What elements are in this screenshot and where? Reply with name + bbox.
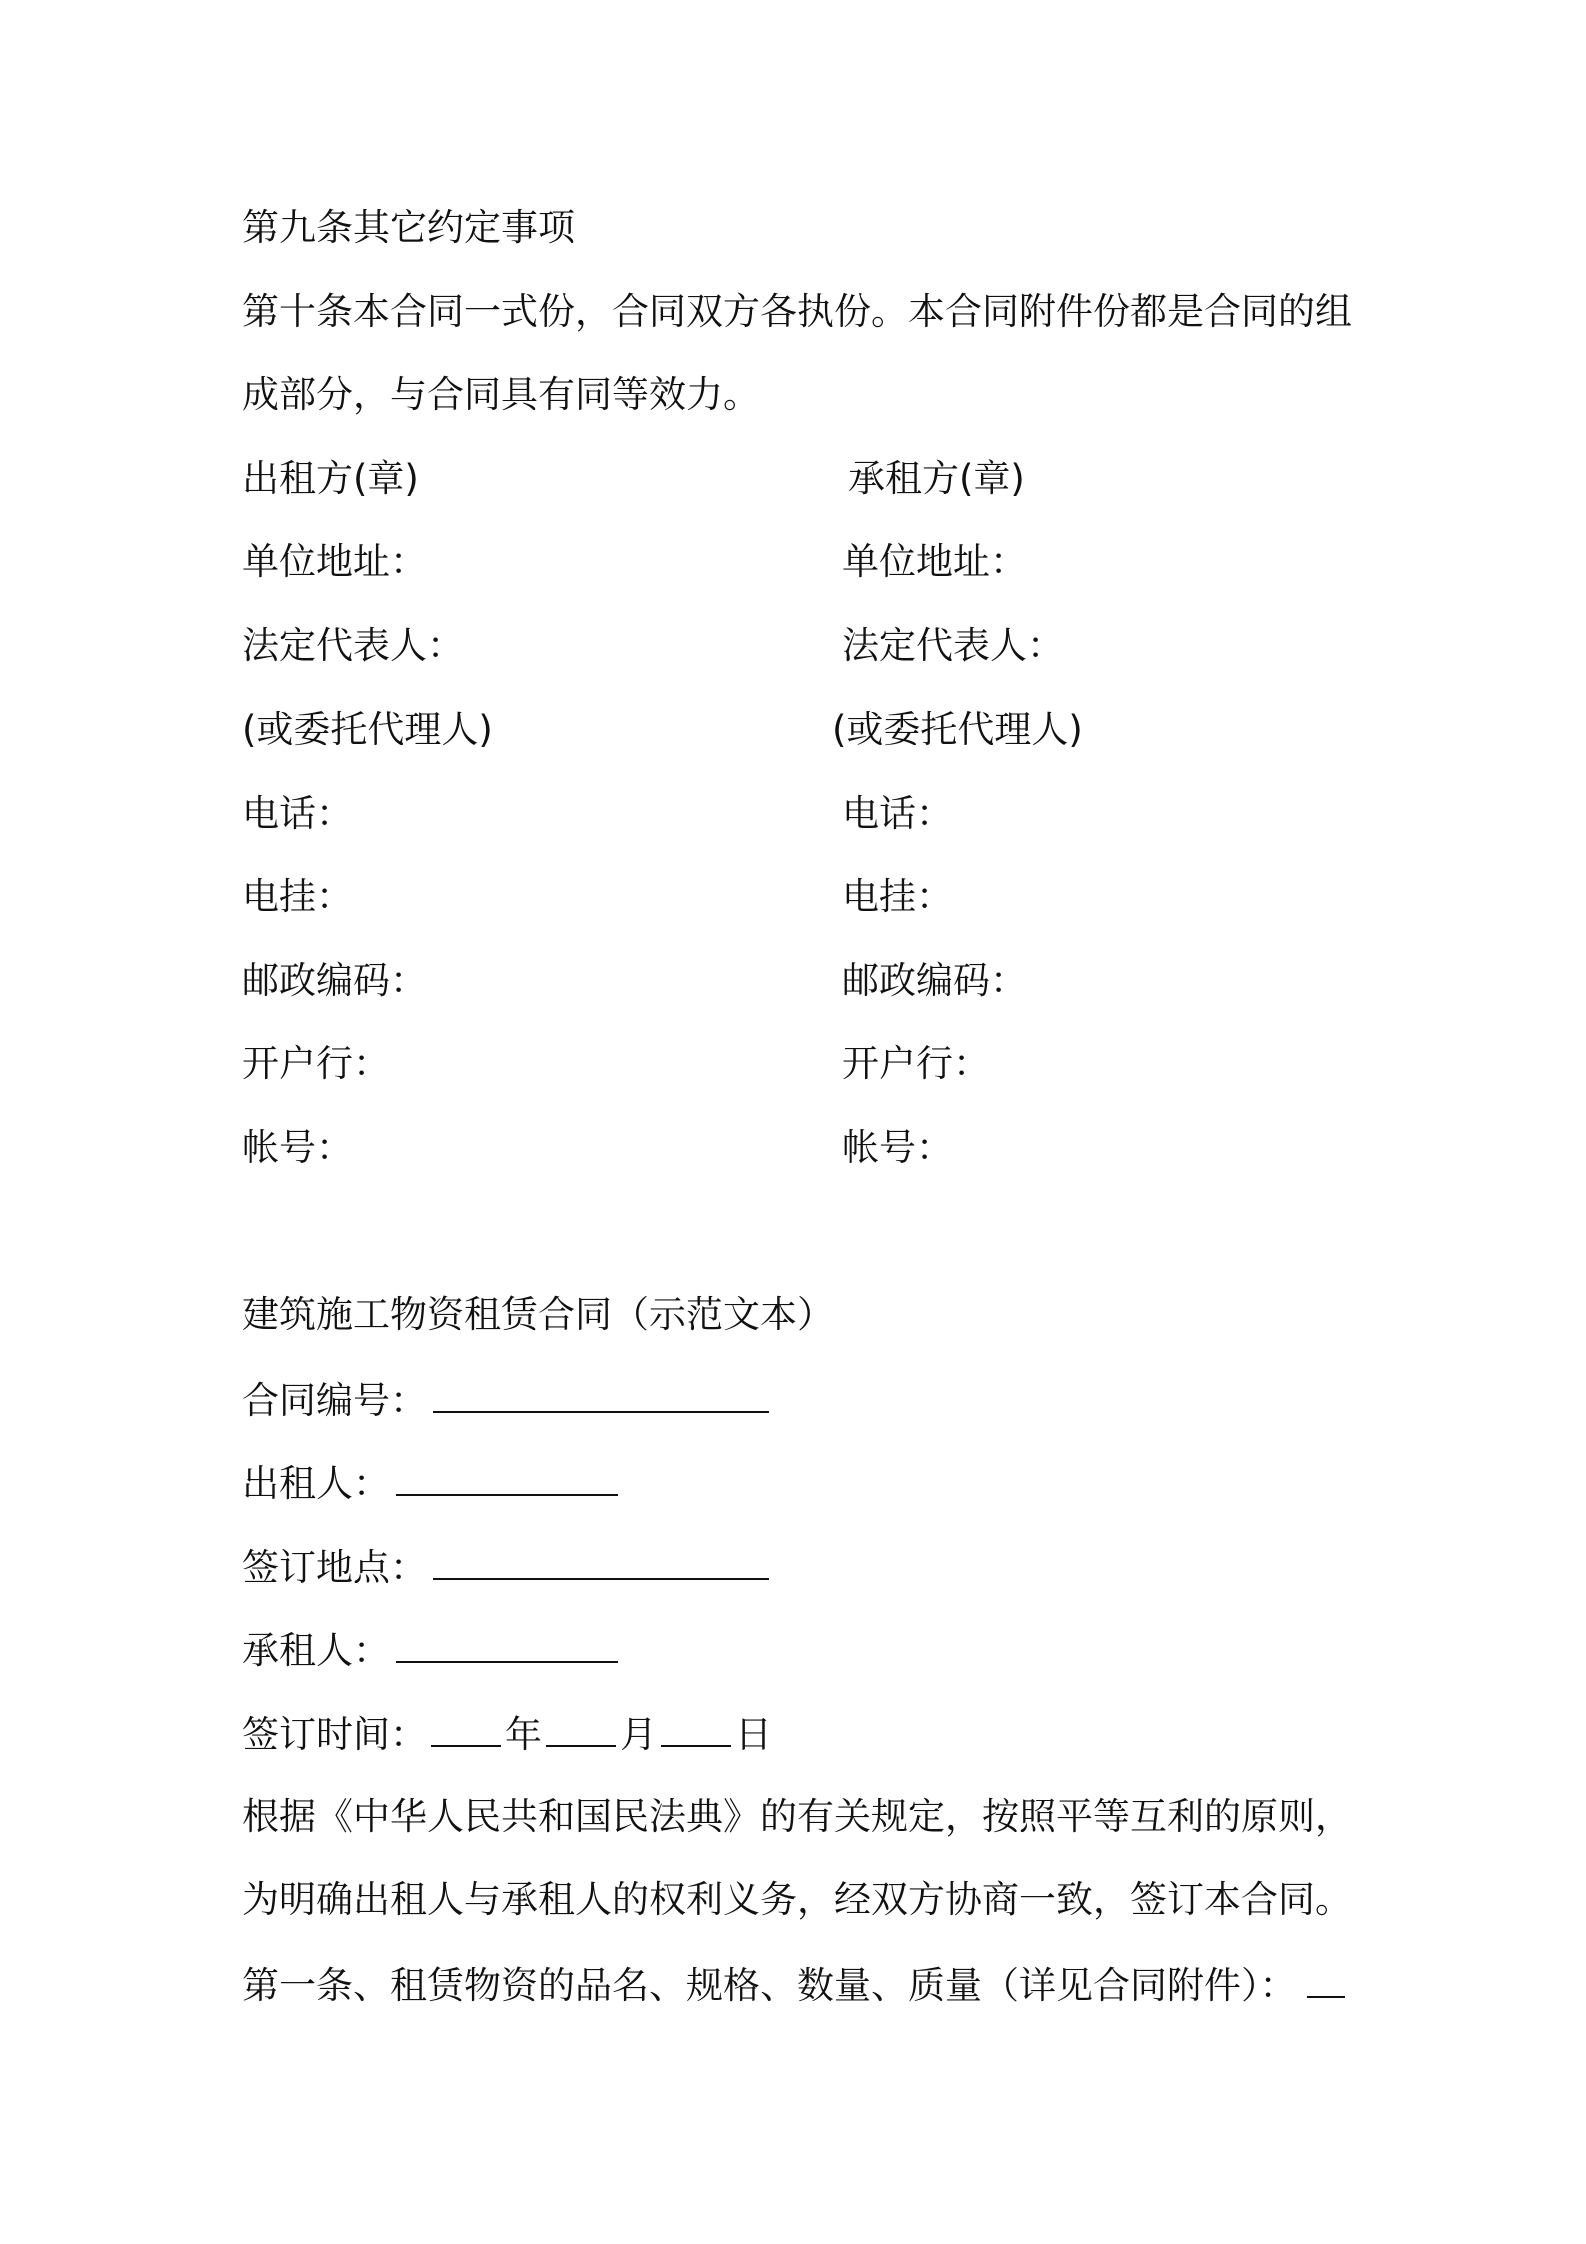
sign-place-blank[interactable] — [433, 1544, 769, 1580]
lessee-title: 承租方(章) — [848, 457, 1025, 500]
lessor-bank-label: 开户行： — [242, 1042, 390, 1085]
lessee-bank-label: 开户行： — [842, 1042, 990, 1085]
lessor-phone-label: 电话： — [242, 792, 353, 835]
year-blank[interactable] — [431, 1711, 501, 1747]
lessee-account-label: 帐号： — [842, 1126, 953, 1169]
lessor-telegraph-label: 电挂： — [242, 875, 353, 918]
year-label: 年 — [505, 1713, 542, 1756]
lessor-row — [242, 1460, 618, 1506]
article-1-row — [242, 1962, 1345, 2008]
lessor-agent-label: (或委托代理人) — [242, 708, 493, 751]
lessee-row — [242, 1627, 618, 1673]
lessee-agent-label: (或委托代理人) — [832, 708, 1083, 751]
lessee-telegraph-label: 电挂： — [842, 875, 953, 918]
month-label: 月 — [620, 1713, 657, 1756]
contract-number-row — [242, 1377, 769, 1423]
day-label: 日 — [735, 1713, 772, 1756]
lessee-phone-label: 电话： — [842, 792, 953, 835]
sign-place-label: 签订地点： — [242, 1546, 427, 1589]
lessor-address-label: 单位地址： — [242, 540, 427, 583]
lessor-account-label: 帐号： — [242, 1126, 353, 1169]
article-10-line-2: 成部分，与合同具有同等效力。 — [242, 373, 760, 416]
contract-number-blank[interactable] — [433, 1377, 769, 1413]
lessee-address-label: 单位地址： — [842, 540, 1027, 583]
lessee-postcode-label: 邮政编码： — [842, 959, 1027, 1002]
article-10-line-1: 第十条本合同一式份，合同双方各执份。本合同附件份都是合同的组 — [242, 290, 1352, 333]
preamble-line-1: 根据《中华人民共和国民法典》的有关规定，按照平等互利的原则， — [242, 1795, 1352, 1838]
article-9: 第九条其它约定事项 — [242, 206, 575, 249]
lessee-legal-rep-label: 法定代表人： — [842, 624, 1064, 667]
article-1-text: 第一条、租赁物资的品名、规格、数量、质量（详见合同附件）： — [242, 1964, 1297, 2007]
lessor-blank[interactable] — [396, 1460, 618, 1496]
lessee-label: 承租人： — [242, 1629, 390, 1672]
preamble-line-2: 为明确出租人与承租人的权利义务，经双方协商一致，签订本合同。 — [242, 1878, 1352, 1921]
sign-time-row — [242, 1711, 772, 1757]
lessee-blank[interactable] — [396, 1627, 618, 1663]
sign-time-label: 签订时间： — [242, 1713, 427, 1756]
sign-place-row — [242, 1544, 769, 1590]
article-1-blank[interactable] — [1307, 1962, 1345, 1998]
month-blank[interactable] — [546, 1711, 616, 1747]
contract-number-label: 合同编号： — [242, 1379, 427, 1422]
lessor-postcode-label: 邮政编码： — [242, 959, 427, 1002]
contract-title: 建筑施工物资租赁合同（示范文本） — [242, 1293, 834, 1336]
lessor-legal-rep-label: 法定代表人： — [242, 624, 464, 667]
day-blank[interactable] — [661, 1711, 731, 1747]
lessor-title: 出租方(章) — [242, 457, 419, 500]
lessor-label: 出租人： — [242, 1462, 390, 1505]
